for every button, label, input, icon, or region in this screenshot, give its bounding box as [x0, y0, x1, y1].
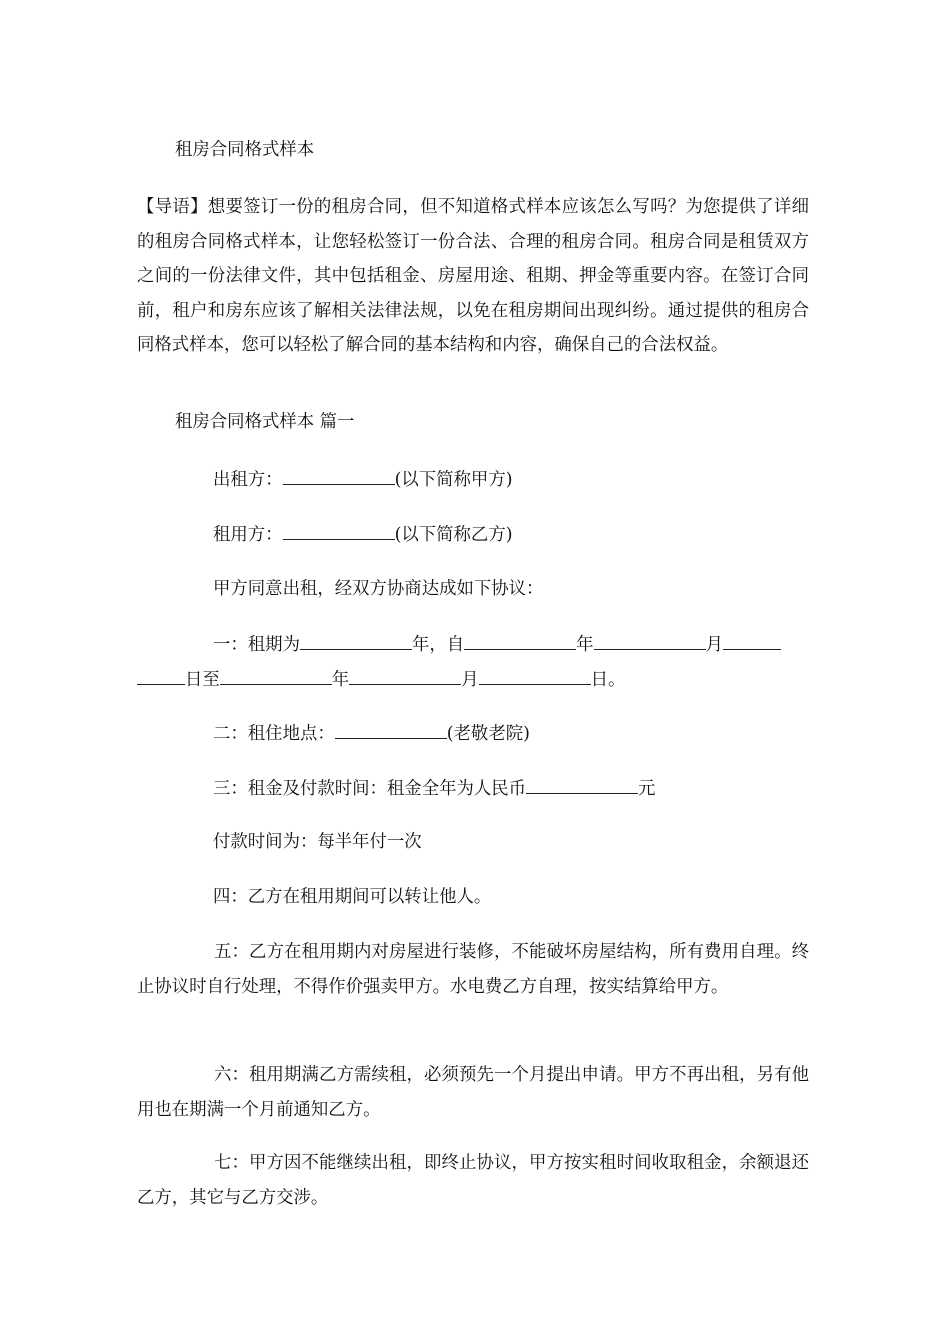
end-month-blank — [349, 666, 461, 685]
clause-1-day-to: 日至 — [185, 670, 220, 690]
clause-1-end-day: 日。 — [590, 670, 626, 690]
end-year-blank — [220, 666, 332, 685]
clause-2 — [213, 720, 530, 746]
lessee-blank — [283, 521, 395, 540]
start-month-blank — [594, 631, 706, 650]
lessor-label: 出租方： — [213, 470, 283, 490]
lessee-label: 租用方： — [213, 525, 283, 545]
lessor-suffix: (以下简称甲方) — [394, 470, 513, 490]
clause-1-end-year: 年 — [331, 670, 350, 690]
clause-1-end-month: 月 — [461, 670, 479, 690]
clause-3-suffix: 元 — [638, 779, 656, 799]
clause-4: 四：乙方在租用期间可以转让他人。 — [213, 887, 492, 907]
term-blank — [300, 631, 412, 650]
location-blank — [335, 720, 447, 739]
clause-1-year: 年 — [576, 635, 594, 655]
end-day-blank — [479, 666, 591, 685]
lessor-line — [213, 466, 513, 492]
start-day-blank-b — [137, 666, 185, 685]
intro-paragraph: 【导语】想要签订一份的租房合同，但不知道格式样本应该怎么写吗？为您提供了详细的租房合同格式样本，让您轻松签订一份合法、合理的租房合同。租房合同是租赁双方之间的一份法律文件，其中包括租金、房屋用途、租期、押金等重要内容。在签订合同前，租户和房东应该了解相关法律法规，以免在租房期间出现纠纷。通过提供的租房合同格式样本，您可以轻松了解合同的基本结构和内容，确保自己的合法权益。 — [137, 197, 809, 356]
document-title: 租房合同格式样本 — [175, 140, 315, 160]
clause-5: 五：乙方在租用期内对房屋进行装修，不能破坏房屋结构，所有费用自理。终止协议时自行处理，不得作价强卖甲方。水电费乙方自理，按实结算给甲方。 — [137, 942, 809, 997]
clause-1-prefix: 一：租期为 — [213, 635, 300, 655]
clause-3 — [213, 775, 655, 801]
agreement-line: 甲方同意出租，经双方协商达成如下协议： — [213, 579, 544, 599]
clause-3-prefix: 三：租金及付款时间：租金全年为人民币 — [213, 779, 527, 799]
start-day-blank-a — [723, 631, 781, 650]
clause-1-month: 月 — [705, 635, 723, 655]
section-title: 租房合同格式样本 篇一 — [175, 412, 355, 432]
lessee-line — [213, 521, 513, 547]
clause-1-line-2 — [137, 666, 625, 692]
clause-6: 六：租用期满乙方需续租，必须预先一个月提出申请。甲方不再出租，另有他用也在期满一个月前通知乙方。 — [137, 1065, 809, 1120]
start-year-blank — [464, 631, 576, 650]
lessor-blank — [283, 466, 395, 485]
clause-1-year-from: 年，自 — [411, 635, 465, 655]
rent-blank — [526, 775, 638, 794]
lessee-suffix: (以下简称乙方) — [394, 525, 513, 545]
clause-7: 七：甲方因不能继续出租，即终止协议，甲方按实租时间收取租金，余额退还乙方，其它与乙方交涉。 — [137, 1153, 809, 1208]
clause-2-suffix: (老敬老院) — [446, 724, 530, 744]
clause-1-line-1 — [213, 631, 781, 657]
payment-time: 付款时间为：每半年付一次 — [213, 832, 422, 852]
clause-2-prefix: 二：租住地点： — [213, 724, 335, 744]
